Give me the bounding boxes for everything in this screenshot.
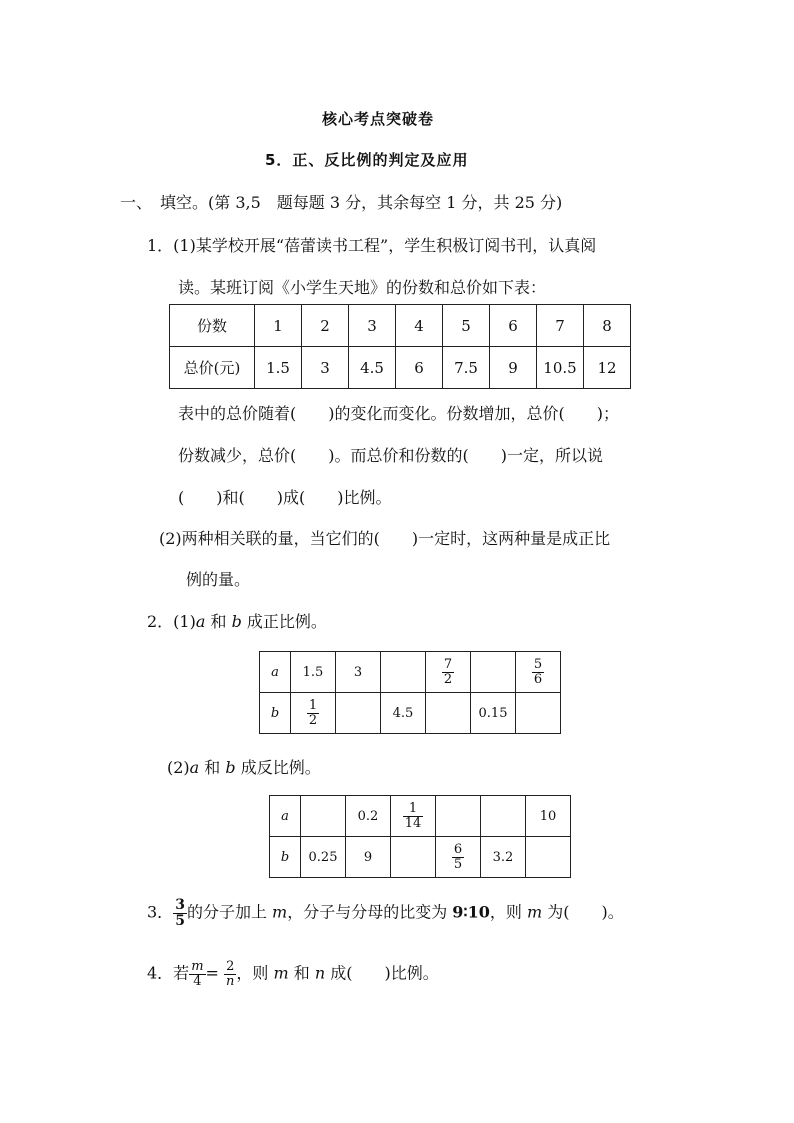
table-cell: 2	[302, 305, 349, 347]
table-cell	[526, 837, 571, 878]
table-row-label: 份数	[170, 305, 255, 347]
q4-fraction-left: $\frac{m}{4}$	[191, 959, 204, 989]
table-row-label: a	[270, 796, 301, 837]
q1-table	[169, 304, 631, 389]
q1-part1-line2: 读。某班订阅《小学生天地》的份数和总价如下表：	[178, 278, 547, 297]
table-cell: 7	[537, 305, 584, 347]
table-cell: 1.5	[291, 652, 336, 693]
table-row	[270, 796, 571, 837]
table-cell: 6	[490, 305, 537, 347]
q4-text: 4．若 $\frac{m}{4}$ = $\frac{2}{n}$ ，则 m 和 n 成( )比例。	[147, 959, 439, 989]
table-cell: 7.5	[443, 347, 490, 389]
table-cell: 3	[336, 652, 381, 693]
q3-text: 3． $\frac{3}{5}$ 的分子加上 m，分子与分母的比变为 9∶10，则 m 为( )。	[147, 897, 624, 929]
q1-part1-line1: 1．(1)某学校开展“蓓蕾读书工程”，学生积极订阅书刊，认真阅	[147, 236, 597, 255]
q2-part2-heading: (2)a 和 b 成反比例。	[167, 758, 321, 777]
table-cell: 0.2	[346, 796, 391, 837]
table-row-label: b	[260, 693, 291, 734]
table-cell: 4.5	[349, 347, 396, 389]
table-cell: $\frac{5}{6}$	[516, 652, 561, 693]
table-cell: 9	[346, 837, 391, 878]
q1-after-line2: 份数减少，总价( )。而总价和份数的( )一定，所以说	[178, 446, 603, 465]
table-cell: 5	[443, 305, 490, 347]
q4-fraction-right: $\frac{2}{n}$	[226, 959, 235, 989]
q2-table-direct	[259, 651, 561, 734]
page-subtitle: 5．正、反比例的判定及应用	[265, 151, 469, 169]
table-cell: $\frac{6}{5}$	[436, 837, 481, 878]
table-row	[260, 693, 561, 734]
table-row-label: a	[260, 652, 291, 693]
table-cell: 3	[349, 305, 396, 347]
table-cell: 10.5	[537, 347, 584, 389]
table-cell: $\frac{1}{2}$	[291, 693, 336, 734]
table-cell	[471, 652, 516, 693]
table-cell	[336, 693, 381, 734]
q2-part1-heading: 2．(1)a 和 b 成正比例。	[147, 612, 327, 631]
table-row	[170, 347, 631, 389]
table-cell	[381, 652, 426, 693]
table-cell	[301, 796, 346, 837]
table-cell: 0.25	[301, 837, 346, 878]
q2-table-inverse	[269, 795, 571, 878]
q1-part2-line2: 例的量。	[186, 570, 251, 589]
table-cell	[516, 693, 561, 734]
table-cell	[481, 796, 526, 837]
q1-after-line3: ( )和( )成( )比例。	[178, 488, 392, 507]
table-cell: 6	[396, 347, 443, 389]
table-cell: 3	[302, 347, 349, 389]
table-cell: 10	[526, 796, 571, 837]
table-cell: 8	[584, 305, 631, 347]
q1-after-line1: 表中的总价随着( )的变化而变化。份数增加，总价( )；	[178, 404, 619, 423]
table-row-label: 总价(元)	[170, 347, 255, 389]
table-cell: $\frac{7}{2}$	[426, 652, 471, 693]
table-cell: 3.2	[481, 837, 526, 878]
table-cell: $\frac{1}{14}$	[391, 796, 436, 837]
q1-part2-line1: (2)两种相关联的量，当它们的( )一定时，这两种量是成正比	[159, 529, 611, 548]
table-cell	[426, 693, 471, 734]
section-heading: 一、 填空。(第 3,5 题每题 3 分，其余每空 1 分，共 25 分)	[120, 193, 563, 212]
table-cell: 1.5	[255, 347, 302, 389]
table-row	[260, 652, 561, 693]
table-cell: 4	[396, 305, 443, 347]
table-cell: 12	[584, 347, 631, 389]
table-cell	[436, 796, 481, 837]
q3-fraction: $\frac{3}{5}$	[175, 897, 185, 929]
table-cell: 4.5	[381, 693, 426, 734]
table-cell: 1	[255, 305, 302, 347]
table-cell: 9	[490, 347, 537, 389]
table-cell: 0.15	[471, 693, 516, 734]
page-title: 核心考点突破卷	[322, 110, 435, 128]
table-row	[170, 305, 631, 347]
table-row	[270, 837, 571, 878]
table-cell	[391, 837, 436, 878]
table-row-label: b	[270, 837, 301, 878]
